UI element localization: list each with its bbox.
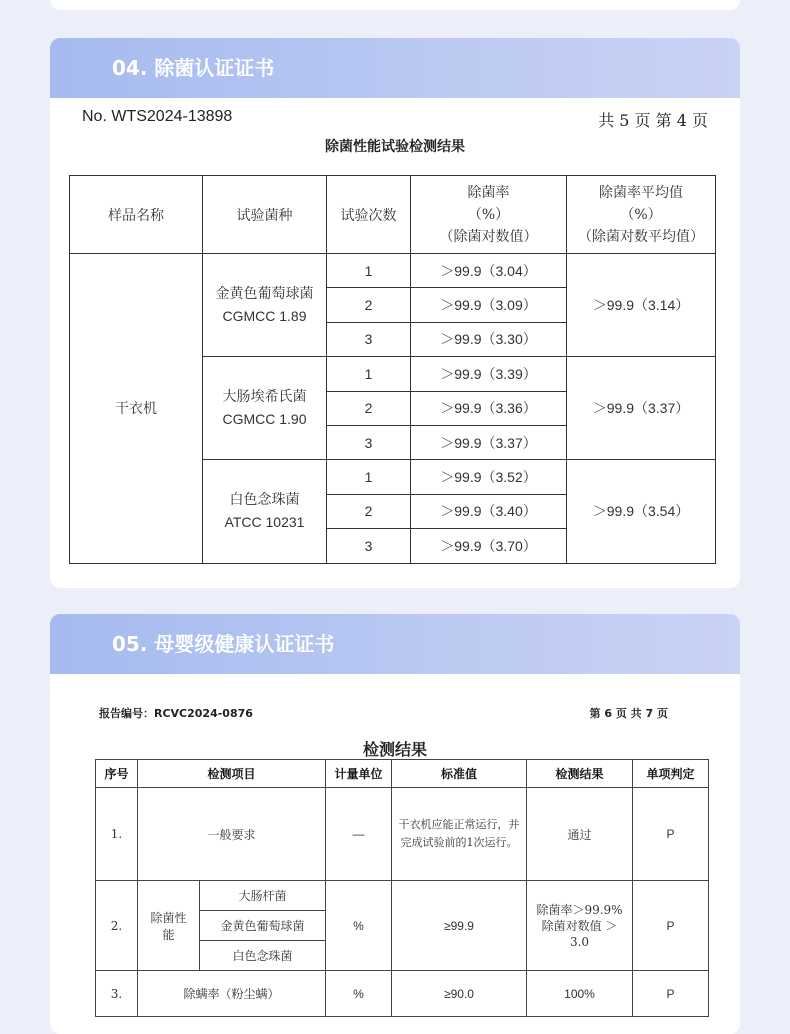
header-cell: 试验菌种 xyxy=(203,176,327,254)
report-number: 报告编号：RCVC2024-0876 xyxy=(99,707,253,720)
test-result: 通过 xyxy=(527,788,633,881)
sub-item: 金黄色葡萄球菌 xyxy=(200,911,326,941)
table-row xyxy=(96,971,709,1017)
section-05-card xyxy=(50,614,740,1034)
table-title: 除菌性能试验检测结果 xyxy=(325,139,465,155)
verdict: P xyxy=(633,971,709,1017)
strain-cell xyxy=(203,357,327,460)
run-value: ＞99.9（3.52） xyxy=(411,460,567,494)
run-value: ＞99.9（3.37） xyxy=(411,425,567,459)
table-header-row xyxy=(70,176,716,254)
strain-name: 金黄色葡萄球菌 xyxy=(215,286,314,303)
row-number: 1. xyxy=(96,788,138,881)
sub-item: 白色念珠菌 xyxy=(200,941,326,971)
verdict: P xyxy=(633,788,709,881)
header-cell: 计量单位 xyxy=(326,760,392,788)
unit: — xyxy=(326,788,392,881)
table-row xyxy=(70,254,716,288)
page-info: 第 6 页 共 7 页 xyxy=(589,707,668,720)
test-result: 100% xyxy=(527,971,633,1017)
run-number: 2 xyxy=(327,494,411,528)
run-value: ＞99.9（3.30） xyxy=(411,322,567,356)
standard-value: ≥90.0 xyxy=(392,971,527,1017)
section-05-title: 05. 母婴级健康认证证书 xyxy=(50,614,740,674)
run-number: 1 xyxy=(327,254,411,288)
run-number: 2 xyxy=(327,391,411,425)
header-cell: 标准值 xyxy=(392,760,527,788)
strain-cell xyxy=(203,254,327,357)
run-number: 1 xyxy=(327,357,411,391)
run-number: 3 xyxy=(327,425,411,459)
strain-name: 白色念珠菌 xyxy=(229,492,300,509)
section-04-card xyxy=(50,38,740,588)
test-result: 除菌率＞99.9% 除菌对数值 ＞3.0 xyxy=(527,881,633,971)
section-04-title: 04. 除菌认证证书 xyxy=(50,38,740,98)
header-cell: 试验次数 xyxy=(327,176,411,254)
header-cell: 序号 xyxy=(96,760,138,788)
test-results-table xyxy=(95,759,709,1017)
table-row xyxy=(96,788,709,881)
average-value: ＞99.9（3.14） xyxy=(567,254,716,357)
sample-name: 干衣机 xyxy=(70,254,203,564)
test-item: 除螨率（粉尘螨） xyxy=(138,971,326,1017)
average-value: ＞99.9（3.54） xyxy=(567,460,716,563)
header-cell: 检测项目 xyxy=(138,760,326,788)
sub-item: 大肠杆菌 xyxy=(200,881,326,911)
header-cell: 样品名称 xyxy=(70,176,203,254)
run-value: ＞99.9（3.40） xyxy=(411,494,567,528)
table-row xyxy=(96,881,709,911)
run-number: 3 xyxy=(327,322,411,356)
strain-code: CGMCC 1.90 xyxy=(222,411,307,428)
run-number: 1 xyxy=(327,460,411,494)
header-cell: 单项判定 xyxy=(633,760,709,788)
header-cell: 除菌率平均值 （%） （除菌对数平均值） xyxy=(567,176,716,254)
report-number: No. WTS2024-13898 xyxy=(82,108,233,125)
run-number: 3 xyxy=(327,529,411,563)
test-item: 除菌性能 xyxy=(138,881,200,971)
page-info: 共 5 页 第 4 页 xyxy=(598,111,708,130)
sterilization-results-table xyxy=(69,175,716,564)
run-value: ＞99.9（3.39） xyxy=(411,357,567,391)
test-item: 一般要求 xyxy=(138,788,326,881)
previous-card xyxy=(50,0,740,10)
standard-value: 干衣机应能正常运行，并完成试验前的1次运行。 xyxy=(392,788,527,881)
header-cell: 检测结果 xyxy=(527,760,633,788)
row-number: 3. xyxy=(96,971,138,1017)
row-number: 2. xyxy=(96,881,138,971)
run-value: ＞99.9（3.36） xyxy=(411,391,567,425)
strain-cell xyxy=(203,460,327,563)
header-cell: 除菌率 （%） （除菌对数值） xyxy=(411,176,567,254)
table-header-row xyxy=(96,760,709,788)
run-number: 2 xyxy=(327,288,411,322)
strain-name: 大肠埃希氏菌 xyxy=(222,389,307,406)
strain-code: CGMCC 1.89 xyxy=(222,308,307,325)
average-value: ＞99.9（3.37） xyxy=(567,357,716,460)
strain-code: ATCC 10231 xyxy=(224,514,305,531)
verdict: P xyxy=(633,881,709,971)
unit: % xyxy=(326,971,392,1017)
run-value: ＞99.9（3.09） xyxy=(411,288,567,322)
unit: % xyxy=(326,881,392,971)
run-value: ＞99.9（3.04） xyxy=(411,254,567,288)
standard-value: ≥99.9 xyxy=(392,881,527,971)
run-value: ＞99.9（3.70） xyxy=(411,529,567,563)
table-title: 检测结果 xyxy=(362,740,427,759)
